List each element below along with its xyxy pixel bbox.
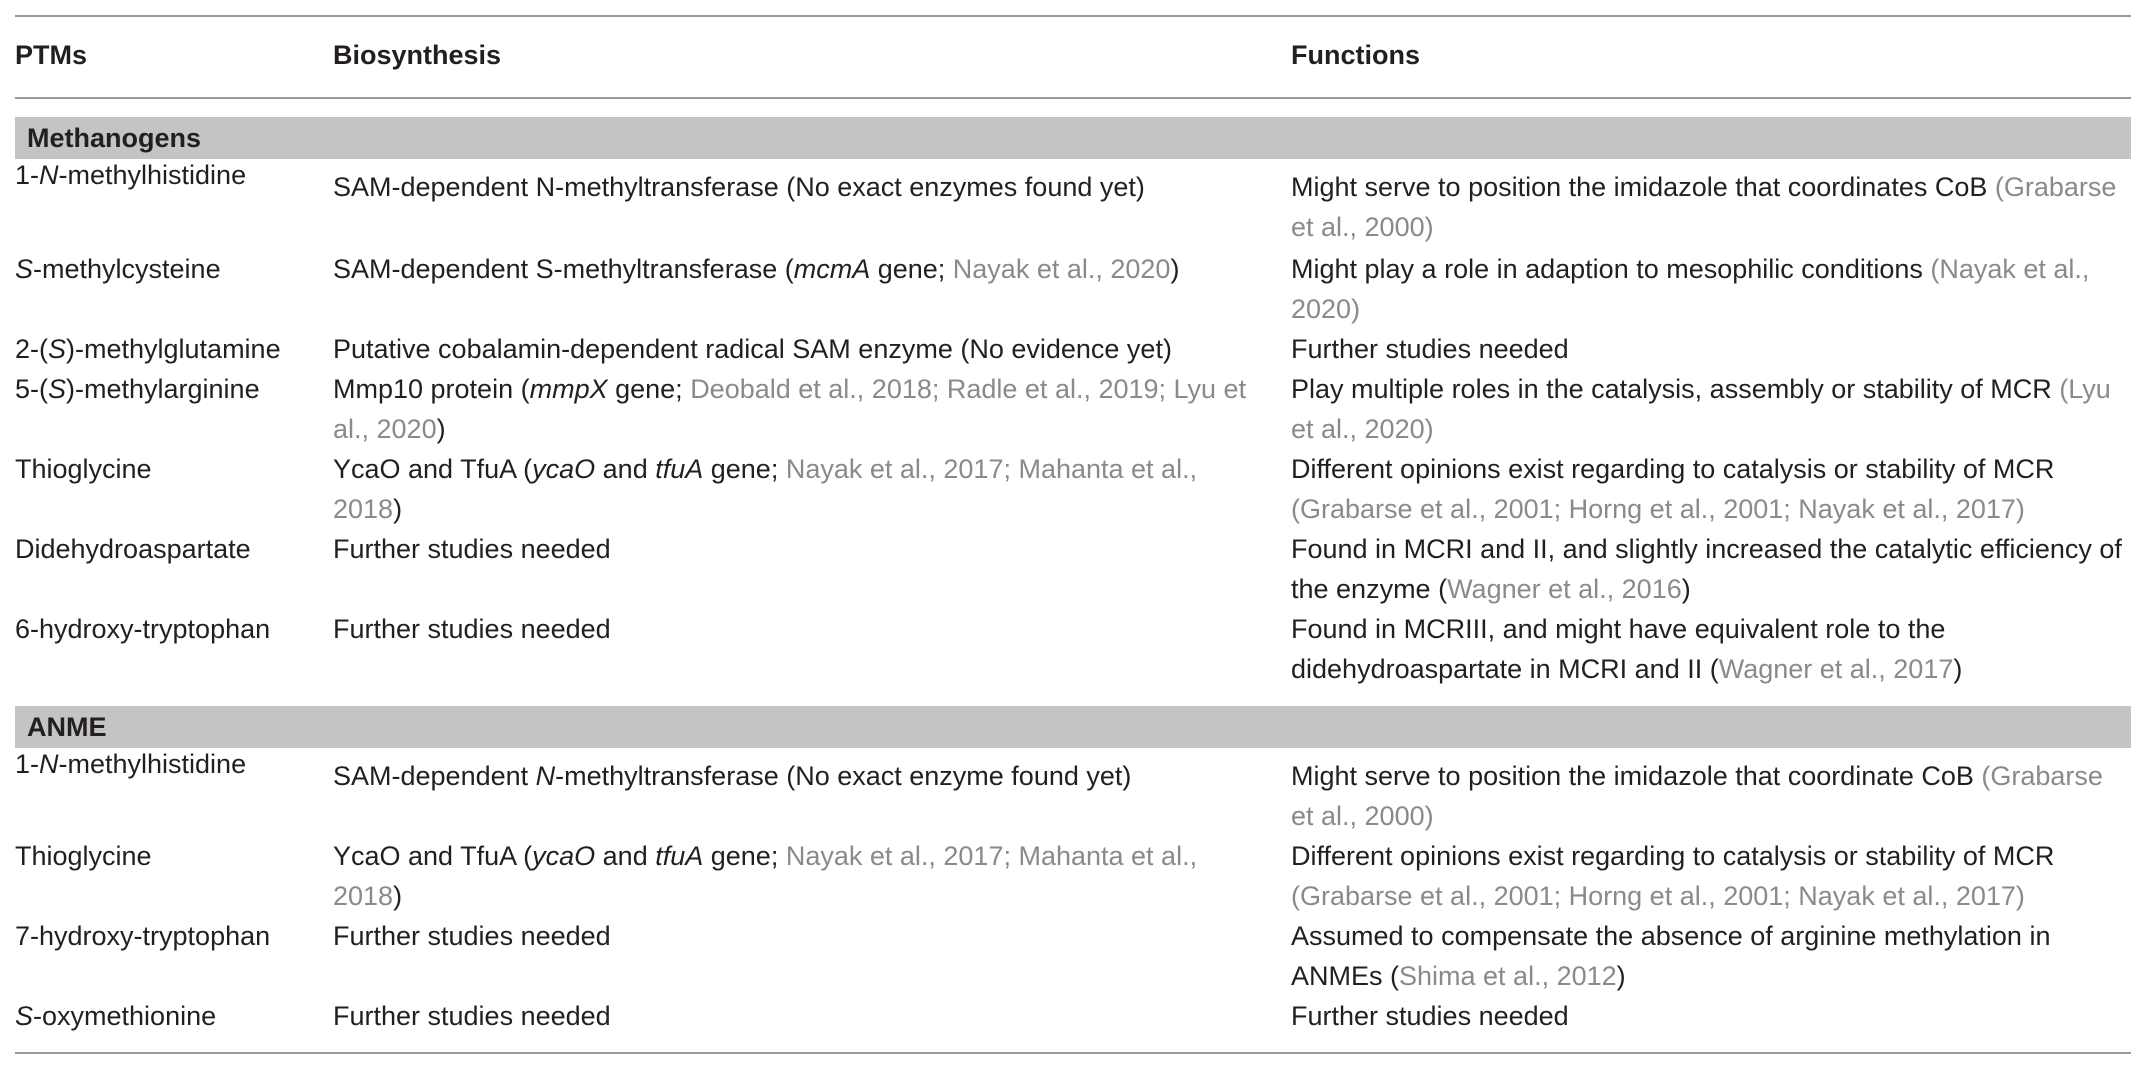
ptm-cell — [15, 609, 335, 649]
biosynthesis-cell-run: N — [535, 761, 556, 791]
functions-cell-run: ) — [1953, 654, 1963, 684]
ptm-cell — [15, 916, 335, 956]
biosynthesis-cell — [333, 836, 1273, 916]
biosynthesis-cell-run: SAM-dependent N-methyltransferase (No exact enzymes found yet) — [333, 172, 1145, 202]
ptm-cell-run: S — [48, 334, 67, 364]
functions-cell — [1291, 449, 2131, 529]
functions-cell — [1291, 836, 2131, 916]
ptm-cell — [15, 155, 335, 195]
section-band — [15, 706, 2131, 748]
ptm-cell-run: 1- — [15, 749, 40, 779]
ptm-cell-run: Thioglycine — [15, 841, 152, 871]
ptm-cell-run: 7-hydroxy-tryptophan — [15, 921, 271, 951]
ptm-cell-run: N — [39, 160, 59, 190]
ptm-cell — [15, 744, 335, 784]
biosynthesis-cell-run: mmpX — [529, 374, 608, 404]
biosynthesis-cell — [333, 249, 1273, 289]
biosynthesis-cell — [333, 369, 1273, 449]
functions-cell-run: (Grabarse et al., 2000) — [1291, 172, 2117, 242]
biosynthesis-cell-run: ) — [1170, 254, 1180, 284]
ptm-cell-run: 6-hydroxy-tryptophan — [15, 614, 271, 644]
ptm-cell-run: S — [48, 374, 67, 404]
biosynthesis-cell — [333, 449, 1273, 529]
biosynthesis-cell-run: mcmA — [793, 254, 871, 284]
functions-cell-run: (Lyu et al., 2020) — [1291, 374, 2111, 444]
functions-cell-run: Might serve to position the imidazole that coordinate CoB — [1291, 761, 1982, 791]
biosynthesis-cell — [333, 167, 1273, 207]
functions-cell-run: (Grabarse et al., 2001; Horng et al., 2001; Nayak et al., 2017) — [1291, 881, 2025, 911]
ptm-cell-run: -oxymethionine — [33, 1001, 217, 1031]
biosynthesis-cell-run: and — [595, 841, 656, 871]
ptm-cell — [15, 529, 335, 569]
functions-cell — [1291, 996, 2131, 1036]
functions-cell-run: Found in MCRIII, and might have equivalent role to the didehydroaspartate in MCRI and II ( — [1291, 614, 1946, 684]
biosynthesis-cell-run: Nayak et al., 2020 — [952, 254, 1171, 284]
functions-cell — [1291, 916, 2131, 996]
biosynthesis-cell-run: Further studies needed — [333, 921, 611, 951]
biosynthesis-cell-run: -methyltransferase (No exact enzyme found yet) — [555, 761, 1132, 791]
biosynthesis-cell-run: YcaO and TfuA ( — [333, 841, 533, 871]
section-title: Methanogens — [27, 123, 202, 153]
header-ptms: PTMs — [15, 40, 88, 70]
bottom-rule — [15, 1052, 2131, 1054]
section-band — [15, 117, 2131, 159]
functions-cell-run: Found in MCRI and II, and slightly increased the catalytic efficiency of the enzyme ( — [1291, 534, 2122, 604]
functions-cell-run: ) — [1616, 961, 1626, 991]
functions-cell-run: Further studies needed — [1291, 1001, 1569, 1031]
ptm-cell-run: -methylhistidine — [58, 749, 247, 779]
functions-cell-run: Wagner et al., 2017 — [1718, 654, 1954, 684]
biosynthesis-cell-run: SAM-dependent S-methyltransferase ( — [333, 254, 794, 284]
functions-cell-run: ) — [1681, 574, 1691, 604]
functions-cell — [1291, 369, 2131, 449]
header-biosynthesis: Biosynthesis — [333, 40, 502, 70]
top-rule — [15, 15, 2131, 17]
biosynthesis-cell-run: tfuA — [655, 454, 704, 484]
ptm-cell-run: )-methylglutamine — [66, 334, 281, 364]
biosynthesis-cell-run: Mmp10 protein ( — [333, 374, 530, 404]
biosynthesis-cell-run: gene; — [607, 374, 691, 404]
biosynthesis-cell-run: YcaO and TfuA ( — [333, 454, 533, 484]
functions-cell-run: (Nayak et al., 2020) — [1291, 254, 2090, 324]
ptm-cell-run: Didehydroaspartate — [15, 534, 251, 564]
ptm-cell-run: -methylhistidine — [58, 160, 247, 190]
biosynthesis-cell-run: tfuA — [655, 841, 704, 871]
ptm-cell — [15, 249, 335, 289]
biosynthesis-cell-run: ) — [393, 494, 403, 524]
functions-cell-run: Assumed to compensate the absence of arginine methylation in ANMEs ( — [1291, 921, 2051, 991]
biosynthesis-cell-run: gene; — [703, 841, 786, 871]
ptm-cell-run: )-methylarginine — [66, 374, 260, 404]
functions-cell — [1291, 167, 2131, 247]
biosynthesis-cell-run: Deobald et al., 2018; Radle et al., 2019; Lyu et al., 2020 — [333, 374, 1247, 444]
ptm-cell-run: N — [39, 749, 59, 779]
ptm-cell — [15, 329, 335, 369]
biosynthesis-cell — [333, 329, 1273, 369]
ptm-cell-run: S — [15, 254, 34, 284]
biosynthesis-cell-run: ycaO — [532, 841, 596, 871]
functions-cell — [1291, 329, 2131, 369]
ptm-cell — [15, 836, 335, 876]
functions-cell-run: Might serve to position the imidazole that coordinates CoB — [1291, 172, 1995, 202]
header-functions: Functions — [1291, 40, 1420, 70]
biosynthesis-cell-run: and — [595, 454, 656, 484]
biosynthesis-cell-run: Further studies needed — [333, 534, 611, 564]
ptm-cell-run: 5-( — [15, 374, 48, 404]
functions-cell — [1291, 529, 2131, 609]
functions-cell — [1291, 756, 2131, 836]
section-title: ANME — [27, 712, 107, 742]
functions-cell-run: Different opinions exist regarding to catalysis or stability of MCR — [1291, 841, 2055, 871]
biosynthesis-cell-run: Nayak et al., 2017; Mahanta et al., 2018 — [333, 841, 1198, 911]
ptm-cell-run: 1- — [15, 160, 40, 190]
biosynthesis-cell-run: SAM-dependent — [333, 761, 536, 791]
biosynthesis-cell-run: Further studies needed — [333, 614, 611, 644]
ptm-cell — [15, 996, 335, 1036]
biosynthesis-cell-run: ycaO — [532, 454, 596, 484]
functions-cell-run: Play multiple roles in the catalysis, assembly or stability of MCR — [1291, 374, 2060, 404]
functions-cell-run: Shima et al., 2012 — [1399, 961, 1617, 991]
biosynthesis-cell-run: Further studies needed — [333, 1001, 611, 1031]
ptm-cell-run: 2-( — [15, 334, 48, 364]
biosynthesis-cell — [333, 756, 1273, 796]
biosynthesis-cell — [333, 609, 1273, 649]
ptm-cell — [15, 449, 335, 489]
biosynthesis-cell-run: gene; — [703, 454, 786, 484]
functions-cell-run: Might play a role in adaption to mesophilic conditions — [1291, 254, 1931, 284]
biosynthesis-cell-run: ) — [436, 414, 446, 444]
functions-cell-run: (Grabarse et al., 2001; Horng et al., 2001; Nayak et al., 2017) — [1291, 494, 2025, 524]
ptm-cell-run: S — [15, 1001, 34, 1031]
functions-cell-run: Wagner et al., 2016 — [1447, 574, 1682, 604]
ptm-cell-run: Thioglycine — [15, 454, 152, 484]
biosynthesis-cell — [333, 529, 1273, 569]
biosynthesis-cell-run: Putative cobalamin-dependent radical SAM enzyme (No evidence yet) — [333, 334, 1172, 364]
biosynthesis-cell-run: Nayak et al., 2017; Mahanta et al., 2018 — [333, 454, 1198, 524]
functions-cell-run: Further studies needed — [1291, 334, 1569, 364]
biosynthesis-cell-run: gene; — [870, 254, 953, 284]
biosynthesis-cell-run: ) — [393, 881, 403, 911]
ptm-cell — [15, 369, 335, 409]
functions-cell — [1291, 609, 2131, 689]
header-rule — [15, 97, 2131, 99]
biosynthesis-cell — [333, 996, 1273, 1036]
functions-cell-run: (Grabarse et al., 2000) — [1291, 761, 2103, 831]
ptm-cell-run: -methylcysteine — [33, 254, 221, 284]
biosynthesis-cell — [333, 916, 1273, 956]
functions-cell-run: Different opinions exist regarding to catalysis or stability of MCR — [1291, 454, 2055, 484]
functions-cell — [1291, 249, 2131, 329]
